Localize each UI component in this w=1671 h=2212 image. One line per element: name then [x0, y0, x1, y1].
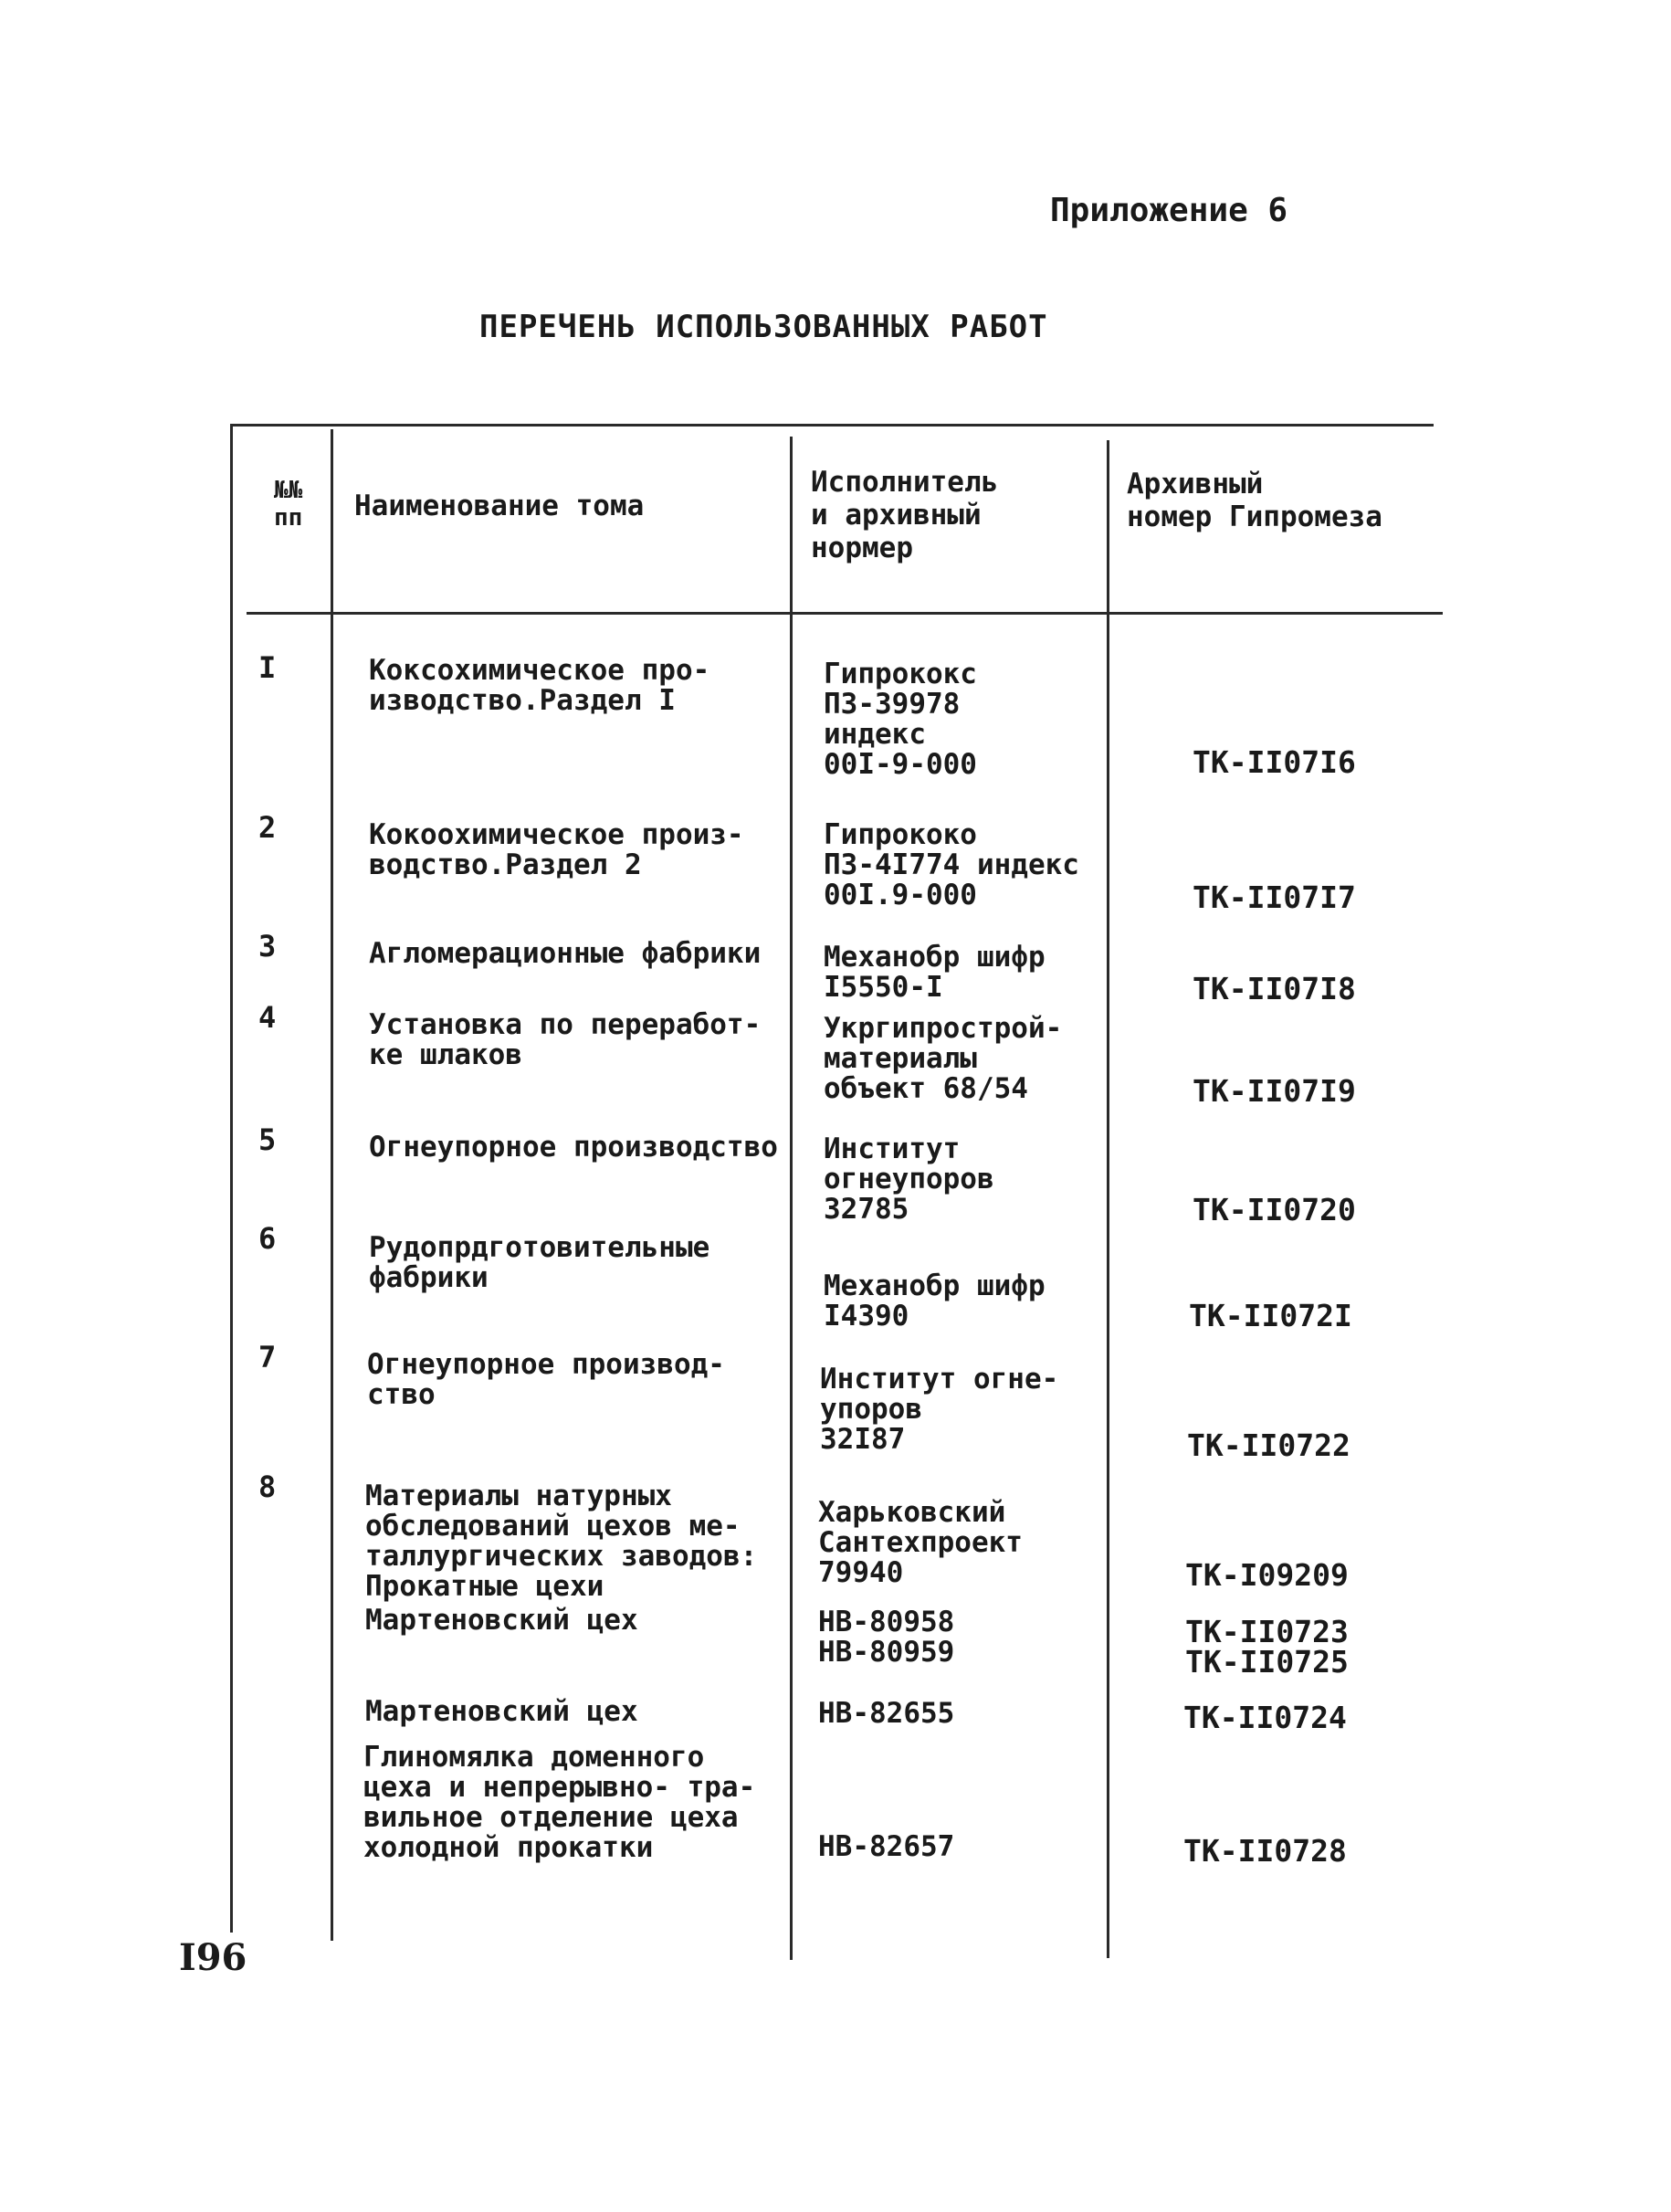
row-archive-number: ТК-II0720	[1193, 1192, 1356, 1227]
row-number: 2	[258, 810, 277, 845]
row-volume-name: Кокоохимическое произ- водство.Раздел 2	[369, 818, 744, 881]
row-executor: НВ-82657	[818, 1830, 955, 1863]
row-archive-number: ТК-II07I8	[1193, 971, 1356, 1006]
row-volume-name: Мартеновский цех	[365, 1604, 638, 1637]
row-archive-number: ТК-II07I6	[1193, 744, 1356, 780]
row-volume-name: Огнеупорное производство	[369, 1131, 778, 1164]
column-rule-1	[331, 429, 333, 1941]
row-volume-name: Агломерационные фабрики	[369, 937, 762, 970]
column-header-number: №№ пп	[274, 477, 303, 532]
row-executor: НВ-82655	[818, 1697, 955, 1730]
row-number: I	[258, 650, 277, 685]
row-archive-number: ТК-II0723 ТК-II0725	[1185, 1614, 1349, 1680]
row-archive-number: ТК-II07I9	[1193, 1073, 1356, 1109]
page-title: ПЕРЕЧЕНЬ ИСПОЛЬЗОВАННЫХ РАБОТ	[479, 309, 1048, 345]
table-top-rule	[230, 424, 1434, 427]
row-number: 6	[258, 1221, 277, 1256]
row-number: 4	[258, 1000, 277, 1035]
row-executor: Гипрококс ПЗ-39978 индекс 00I-9-000	[824, 658, 977, 781]
row-volume-name: Установка по переработ- ке шлаков	[369, 1008, 762, 1071]
row-volume-name: Глиномялка доменного цеха и непрерывно- тра- вильное отделение цеха холодной прокатки	[363, 1741, 756, 1864]
row-archive-number: ТК-II072I	[1189, 1298, 1352, 1333]
column-rule-2	[790, 437, 793, 1960]
row-number: 5	[258, 1122, 277, 1157]
row-volume-name: Материалы натурных обследований цехов ме- таллургических заводов: Прокатные цехи	[365, 1480, 758, 1603]
header-bottom-rule	[247, 612, 1443, 615]
row-executor: Институт огне- упоров 32I87	[820, 1363, 1059, 1456]
row-number: 8	[258, 1469, 277, 1504]
row-executor: Харьковский Сантехпроект 79940	[818, 1496, 1023, 1589]
row-number: 7	[258, 1340, 277, 1375]
row-executor: Механобр шифр I4390	[824, 1269, 1046, 1332]
row-archive-number: ТК-II07I7	[1193, 880, 1356, 915]
row-number: 3	[258, 929, 277, 964]
row-volume-name: Мартеновский цех	[365, 1695, 638, 1728]
column-header-volume-name: Наименование тома	[354, 490, 645, 522]
row-executor: Гипрококо ПЗ-4I774 индекс 00I.9-000	[824, 818, 1079, 911]
row-executor: Укргипрострой- материалы объект 68/54	[824, 1012, 1063, 1105]
column-header-executor: Исполнитель и архивный нормер	[811, 466, 999, 564]
row-archive-number: ТК-II0728	[1183, 1833, 1347, 1869]
row-executor: НВ-80958 НВ-80959	[818, 1606, 955, 1669]
row-executor: Механобр шифр I5550-I	[824, 941, 1046, 1004]
row-volume-name: Огнеупорное производ- ство	[367, 1348, 725, 1411]
table-left-rule	[230, 424, 233, 1933]
appendix-label: Приложение 6	[1050, 192, 1288, 229]
row-archive-number: ТК-I09209	[1185, 1557, 1349, 1593]
row-volume-name: Коксохимическое про- изводство.Раздел I	[369, 654, 710, 717]
row-archive-number: ТК-II0722	[1187, 1427, 1350, 1463]
row-executor: Институт огнеупоров 32785	[824, 1132, 994, 1226]
page-number: I96	[179, 1936, 247, 1979]
row-archive-number: ТК-II0724	[1183, 1700, 1347, 1735]
column-header-archive-number: Архивный номер Гипромеза	[1127, 468, 1382, 533]
column-rule-3	[1107, 440, 1109, 1958]
row-volume-name: Рудопрдготовительные фабрики	[369, 1231, 710, 1294]
